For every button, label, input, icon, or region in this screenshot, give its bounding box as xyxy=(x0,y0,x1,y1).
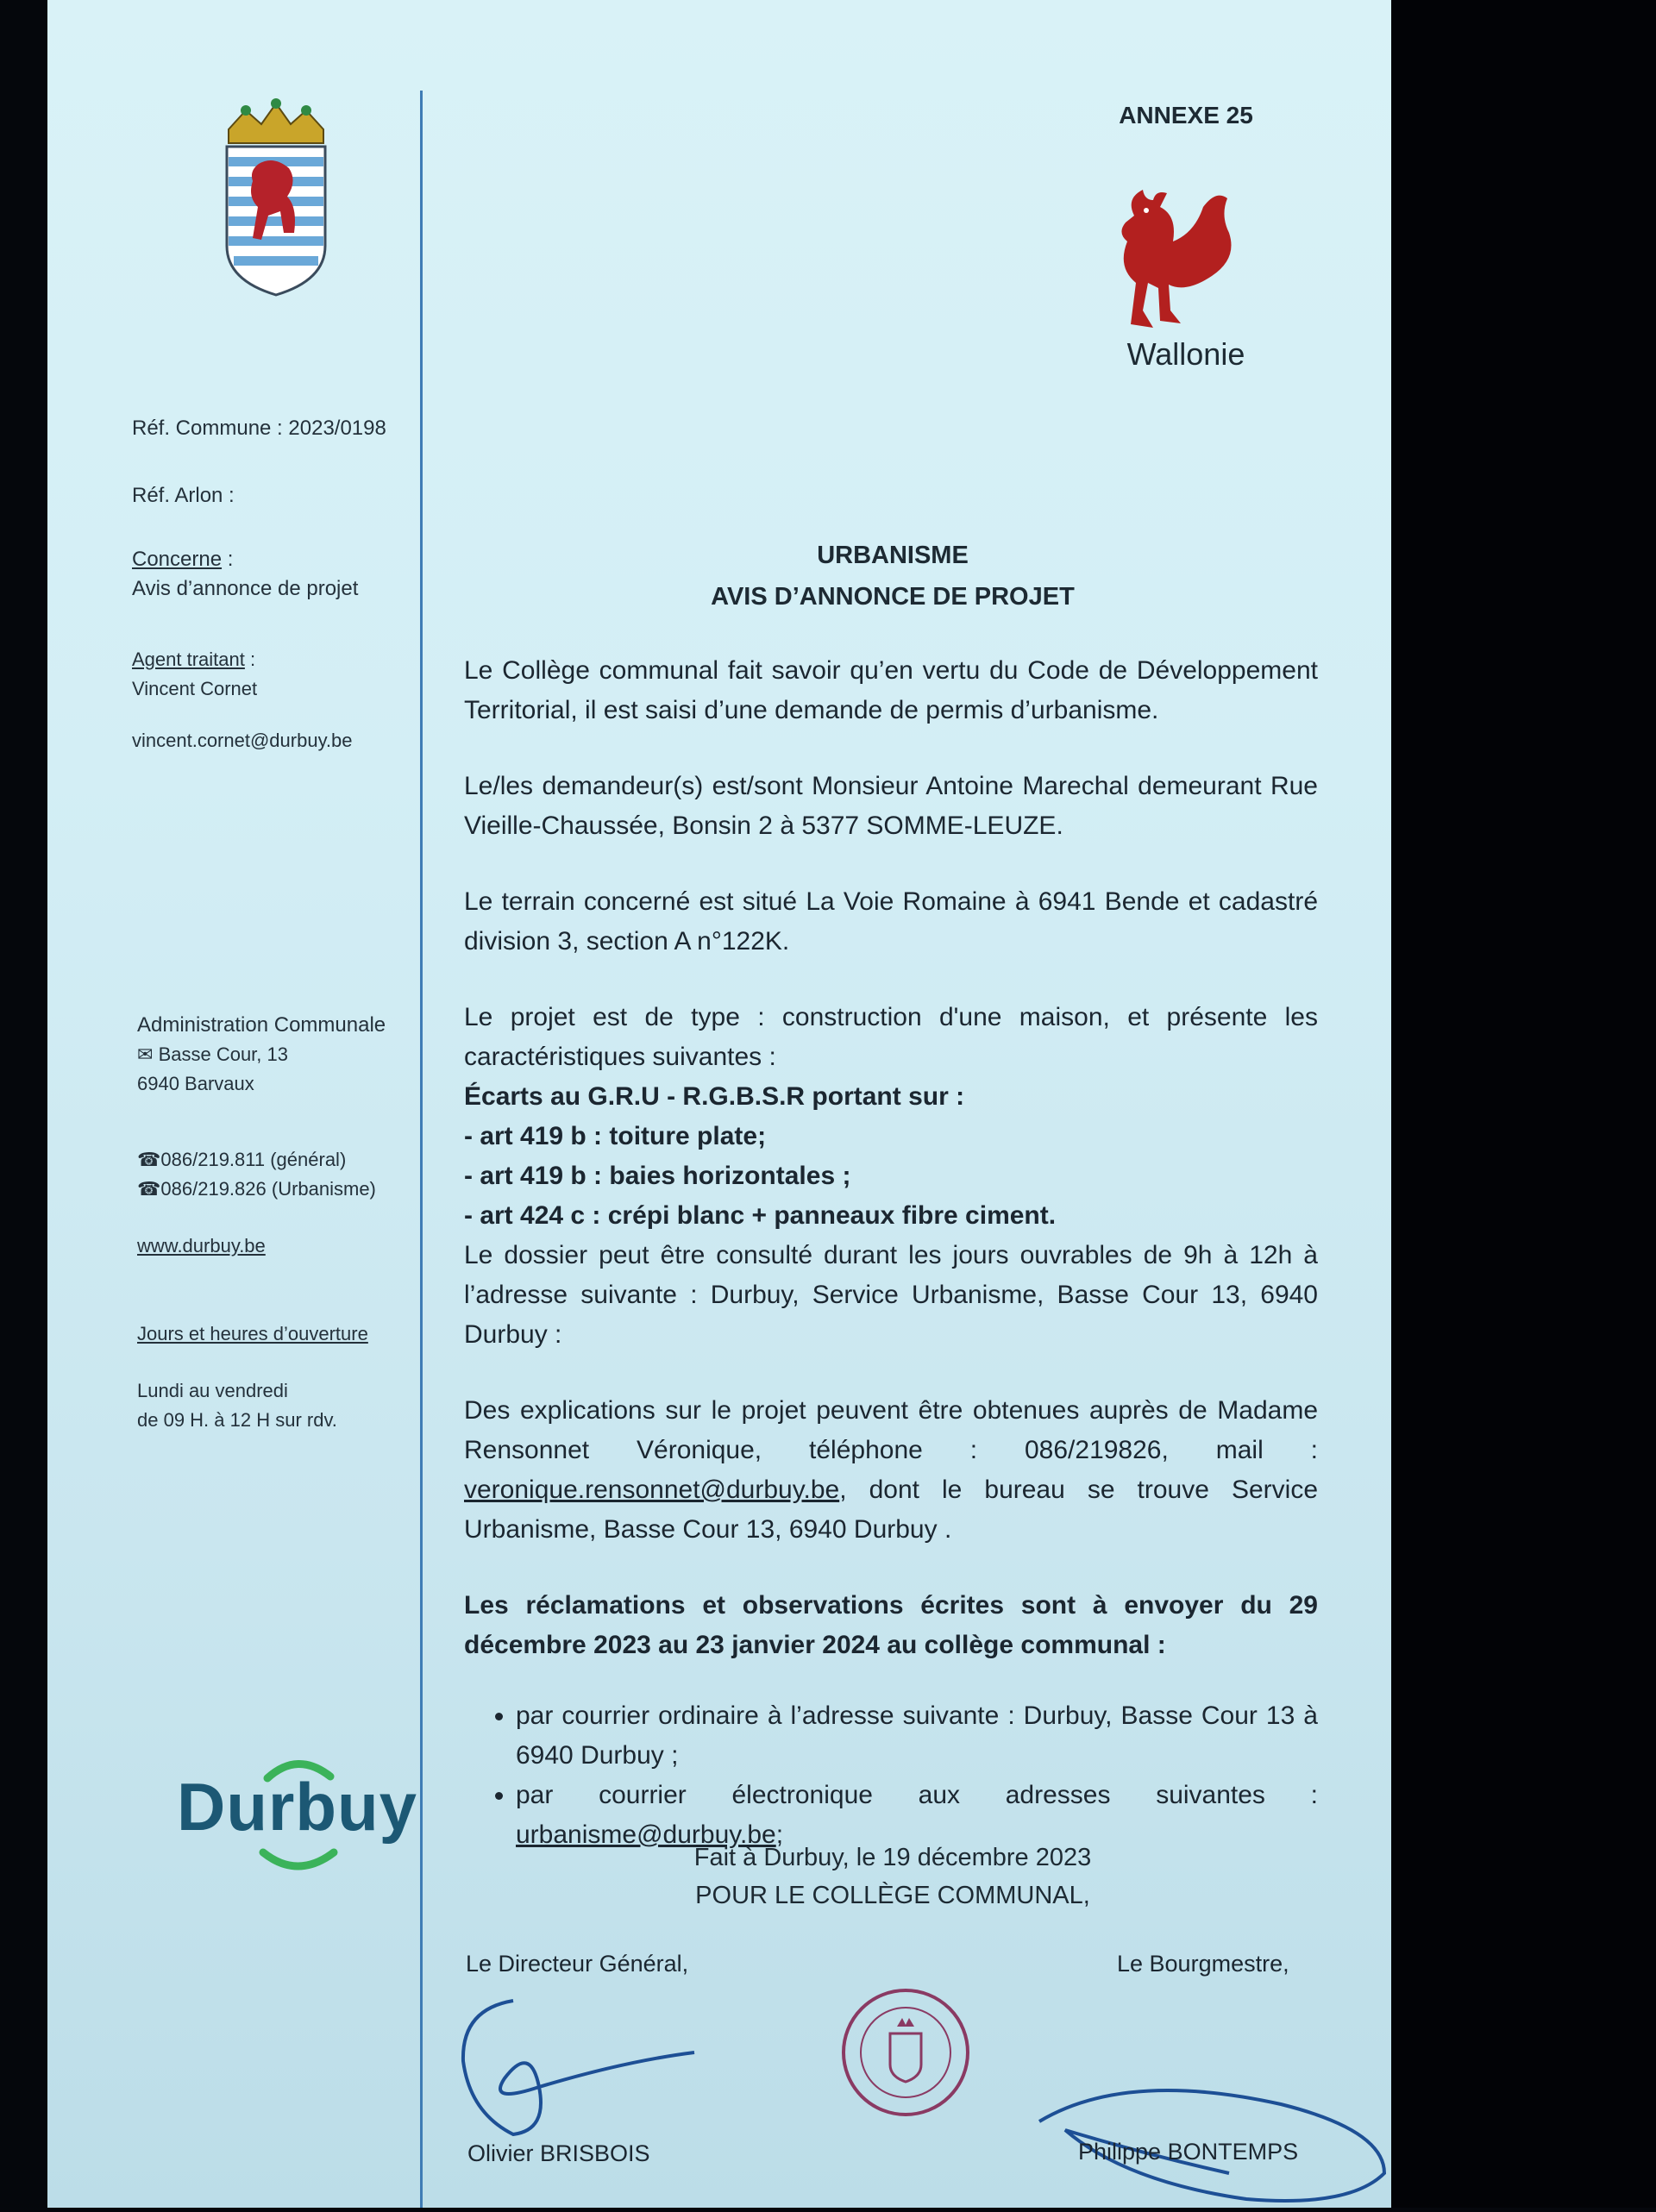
urbanisme-email-link[interactable]: urbanisme@durbuy.be xyxy=(516,1820,776,1849)
claims-list xyxy=(464,1696,1318,1855)
paragraph-land: Le terrain concerné est situé La Voie Romaine à 6941 Bende et cadastré division 3, section A n°122K. xyxy=(464,887,1318,956)
ecarts-title: Écarts au G.R.U - R.G.B.S.R portant sur : xyxy=(464,1082,965,1111)
title-block xyxy=(608,535,1177,617)
agent-name: Vincent Cornet xyxy=(132,678,258,699)
concerne-block xyxy=(132,545,417,574)
coat-of-arms-icon xyxy=(211,95,341,302)
annex-label: ANNEXE 25 xyxy=(1119,102,1253,128)
dark-background xyxy=(1391,0,1656,2208)
director-title: Le Directeur Général, xyxy=(466,1951,689,1977)
admin-street: Basse Cour, 13 xyxy=(158,1043,288,1065)
telephone-icon: ☎ xyxy=(137,1149,161,1170)
durbuy-logo-text: Durbuy xyxy=(177,1769,417,1845)
admin-city: 6940 Barvaux xyxy=(137,1073,254,1094)
ecart-item: - art 419 b : baies horizontales ; xyxy=(464,1162,851,1190)
paragraph-claims: Les réclamations et observations écrites sont à envoyer du 29 décembre 2023 au 23 janvier 2024 au collège communal : xyxy=(464,1591,1318,1659)
claims-email-end: ; xyxy=(775,1820,784,1849)
ecart-item: - art 419 b : toiture plate; xyxy=(464,1122,767,1150)
agent-label: Agent traitant xyxy=(132,649,245,670)
notice-panel xyxy=(47,0,1391,2208)
phone-urbanisme[interactable]: 086/219.826 (Urbanisme) xyxy=(160,1178,376,1200)
website-link[interactable]: www.durbuy.be xyxy=(137,1235,266,1256)
mayor-name: Philippe BONTEMPS xyxy=(1078,2139,1299,2165)
hours-time: de 09 H. à 12 H sur rdv. xyxy=(137,1409,337,1431)
claims-item-mail: • par courrier ordinaire à l’adresse suivante : Durbuy, Basse Cour 13 à 6940 Durbuy ; xyxy=(516,1696,1318,1776)
notice-body xyxy=(464,651,1318,1855)
admin-name: Administration Communale xyxy=(137,1013,386,1037)
closing-block xyxy=(617,1839,1169,1914)
telephone-icon: ☎ xyxy=(137,1178,161,1200)
explanations-end: , dont le bureau se trouve Service Urbanisme, Basse Cour 13, 6940 Durbuy . xyxy=(464,1476,1318,1544)
agent-suffix: : xyxy=(244,649,256,670)
agent-block xyxy=(132,645,417,674)
phone-general-row xyxy=(137,1145,422,1175)
rooster-icon xyxy=(1074,181,1264,336)
paragraph-intro: Le Collège communal fait savoir qu’en vertu du Code de Développement Territorial, il est saisi d’une demande de permis d’urbanisme. xyxy=(464,656,1318,724)
hours-days: Lundi au vendredi xyxy=(137,1380,288,1401)
title-urbanisme: URBANISME xyxy=(817,542,969,569)
phone-urbanisme-row xyxy=(137,1175,422,1204)
claims-email-text: par courrier électronique aux adresses suivantes : xyxy=(516,1781,1318,1809)
director-signature xyxy=(453,1983,746,2156)
director-name: Olivier BRISBOIS xyxy=(467,2140,650,2166)
contact-email-link[interactable]: veronique.rensonnet@durbuy.be xyxy=(464,1476,840,1504)
phone-general[interactable]: 086/219.811 (général) xyxy=(160,1149,347,1170)
explanations-text: Des explications sur le projet peuvent être obtenues auprès de Madame Rensonnet Véronique, téléphone : 086/219826, mail : xyxy=(464,1396,1318,1464)
agent-email[interactable]: vincent.cornet@durbuy.be xyxy=(132,730,353,751)
concerne-label: Concerne xyxy=(132,548,223,571)
admin-address xyxy=(137,1011,422,1435)
closing-date: Fait à Durbuy, le 19 décembre 2023 xyxy=(693,1844,1092,1871)
sidebar xyxy=(132,414,417,755)
concerne-value: Avis d’annonce de projet xyxy=(132,577,359,600)
paragraph-explanations xyxy=(464,1391,1318,1550)
envelope-icon: ✉ xyxy=(137,1043,154,1065)
ref-arlon: Réf. Arlon : xyxy=(132,484,235,507)
paragraph-applicant: Le/les demandeur(s) est/sont Monsieur Antoine Marechal demeurant Rue Vieille-Chaussée, Bonsin 2 à 5377 SOMME-LEUZE. xyxy=(464,772,1318,840)
mayor-title: Le Bourgmestre, xyxy=(1117,1951,1289,1977)
durbuy-logo xyxy=(177,1751,436,1880)
ecart-item: - art 424 c : crépi blanc + panneaux fibre ciment. xyxy=(464,1201,1057,1230)
closing-college: POUR LE COLLÈGE COMMUNAL, xyxy=(695,1882,1090,1909)
region-label: Wallonie xyxy=(1126,336,1245,372)
concerne-suffix: : xyxy=(222,548,234,571)
title-avis: AVIS D’ANNONCE DE PROJET xyxy=(711,583,1075,611)
paragraph-consultation: Le dossier peut être consulté durant les jours ouvrables de 9h à 12h à l’adresse suivante : Durbuy, Service Urbanisme, Basse Cour 13, 6940 Durbuy : xyxy=(464,1241,1318,1349)
hours-label: Jours et heures d’ouverture xyxy=(137,1323,368,1344)
ref-commune: Réf. Commune : 2023/0198 xyxy=(132,417,386,440)
official-stamp xyxy=(828,1975,983,2130)
admin-street-row xyxy=(137,1040,422,1069)
paragraph-project-type: Le projet est de type : construction d'une maison, et présente les caractéristiques suivantes : xyxy=(464,1003,1318,1071)
